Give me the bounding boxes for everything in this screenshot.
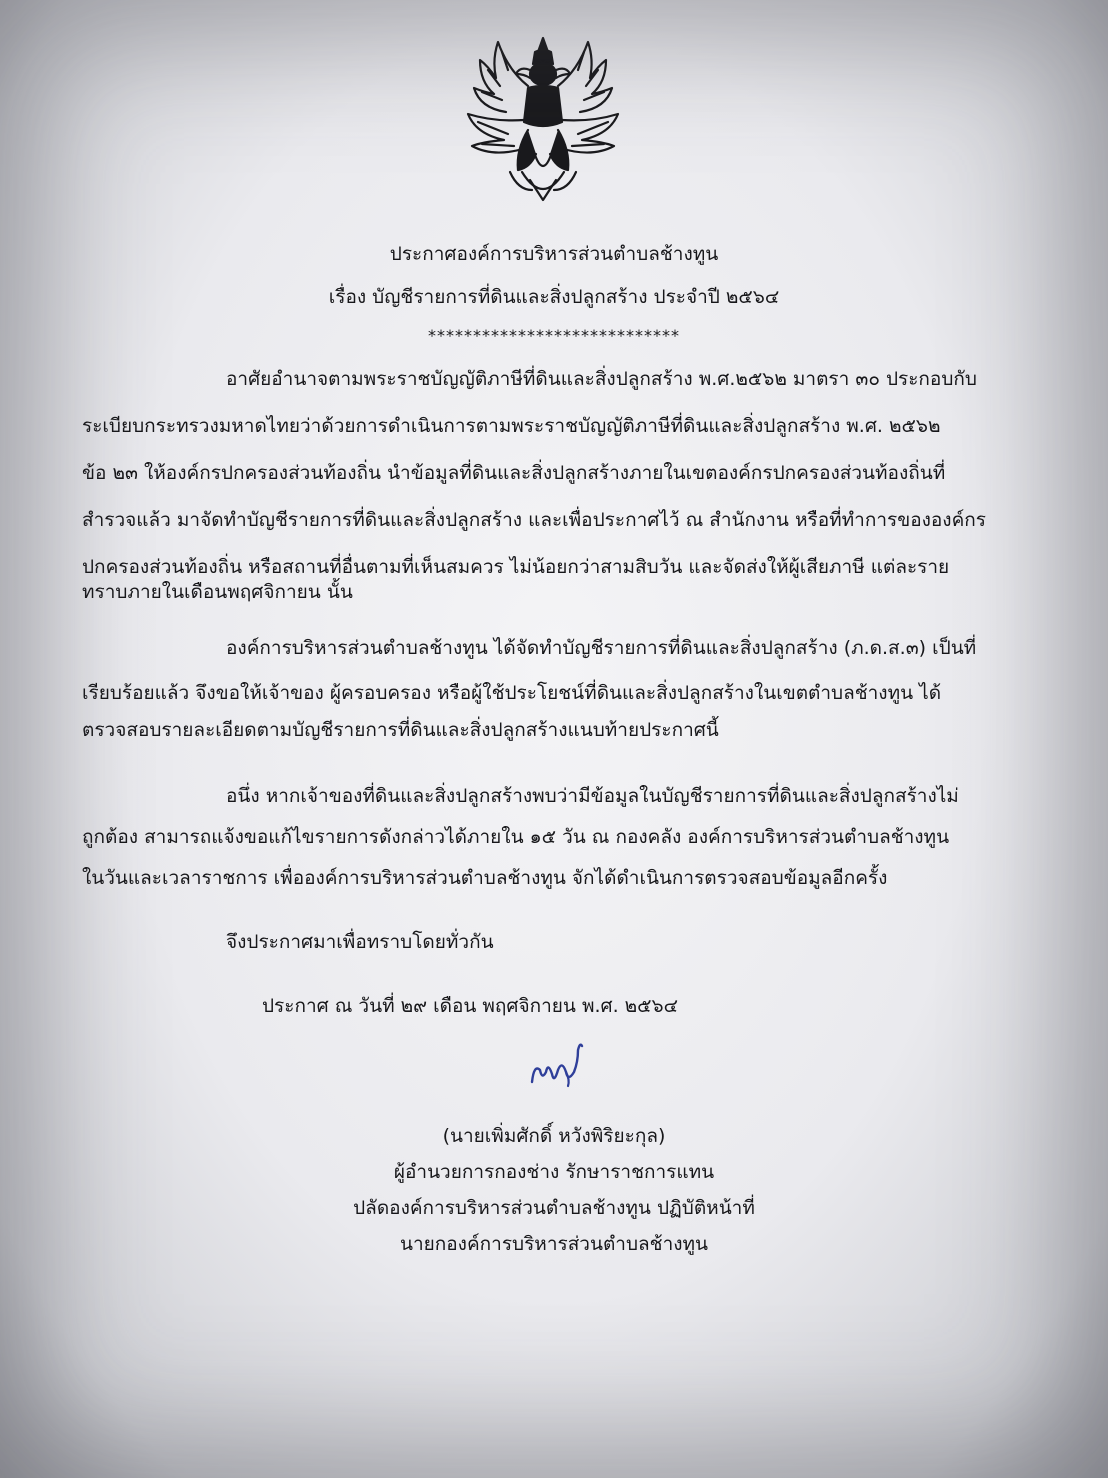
body-p1-line-3: ข้อ ๒๓ ให้องค์กรปกครองส่วนท้องถิ่น นำข้อมูลที่ดินและสิ่งปลูกสร้างภายในเขตองค์กรปกครองส่วนท้องถิ่นที่ (82, 462, 946, 484)
announcement-date: ประกาศ ณ วันที่ ๒๙ เดือน พฤศจิกายน พ.ศ. ๒๕๖๔ (262, 995, 678, 1017)
closing-statement: จึงประกาศมาเพื่อทราบโดยทั่วกัน (226, 931, 494, 953)
body-p2-line-1: องค์การบริหารส่วนตำบลช้างทูน ได้จัดทำบัญชีรายการที่ดินและสิ่งปลูกสร้าง (ภ.ด.ส.๓) เป็นที่ (226, 637, 977, 659)
signer-name: (นายเพิ่มศักดิ์ หวังพิริยะกุล) (442, 1125, 666, 1147)
body-p1-line-6: ทราบภายในเดือนพฤศจิกายน นั้น (82, 581, 353, 603)
body-p1-line-5: ปกครองส่วนท้องถิ่น หรือสถานที่อื่นตามที่เห็นสมควร ไม่น้อยกว่าสามสิบวัน และจัดส่งให้ผู้เสียภาษี แต่ละราย (82, 556, 950, 578)
handwritten-signature (522, 1040, 592, 1100)
body-p2-line-3: ตรวจสอบรายละเอียดตามบัญชีรายการที่ดินและสิ่งปลูกสร้างแนบท้ายประกาศนี้ (82, 719, 719, 741)
announcement-subject: เรื่อง บัญชีรายการที่ดินและสิ่งปลูกสร้าง ประจำปี ๒๕๖๔ (328, 286, 780, 308)
body-p1-line-4: สำรวจแล้ว มาจัดทำบัญชีรายการที่ดินและสิ่งปลูกสร้าง และเพื่อประกาศไว้ ณ สำนักงาน หรือที่ทำการขององค์กร (82, 509, 986, 531)
body-p3-line-1: อนึ่ง หากเจ้าของที่ดินและสิ่งปลูกสร้างพบว่ามีข้อมูลในบัญชีรายการที่ดินและสิ่งปลูกสร้างไม่ (226, 785, 959, 807)
body-p3-line-2: ถูกต้อง สามารถแจ้งขอแก้ไขรายการดังกล่าวได้ภายใน ๑๕ วัน ณ กองคลัง องค์การบริหารส่วนตำบลช้างทูน (82, 826, 950, 848)
header-separator: **************************** (428, 326, 680, 345)
body-p1-line-2: ระเบียบกระทรวงมหาดไทยว่าด้วยการดำเนินการตามพระราชบัญญัติภาษีที่ดินและสิ่งปลูกสร้าง พ.ศ. ๒๕๖๒ (82, 415, 941, 437)
body-p2-line-2: เรียบร้อยแล้ว จึงขอให้เจ้าของ ผู้ครอบครอง หรือผู้ใช้ประโยชน์ที่ดินและสิ่งปลูกสร้างในเขตตำบลช้างทูน ได้ (82, 682, 942, 704)
announcement-title: ประกาศองค์การบริหารส่วนตำบลช้างทูน (389, 243, 719, 265)
body-p3-line-3: ในวันและเวลาราชการ เพื่อองค์การบริหารส่วนตำบลช้างทูน จักได้ดำเนินการตรวจสอบข้อมูลอีกครั้ง (82, 867, 888, 889)
signer-position-1: ผู้อำนวยการกองช่าง รักษาราชการแทน (393, 1161, 715, 1183)
signer-position-2: ปลัดองค์การบริหารส่วนตำบลช้างทูน ปฏิบัติหน้าที่ (353, 1197, 755, 1219)
garuda-emblem-icon (458, 30, 628, 210)
signer-position-3: นายกองค์การบริหารส่วนตำบลช้างทูน (399, 1233, 709, 1255)
body-p1-line-1: อาศัยอำนาจตามพระราชบัญญัติภาษีที่ดินและสิ่งปลูกสร้าง พ.ศ.๒๕๖๒ มาตรา ๓๐ ประกอบกับ (226, 368, 977, 390)
